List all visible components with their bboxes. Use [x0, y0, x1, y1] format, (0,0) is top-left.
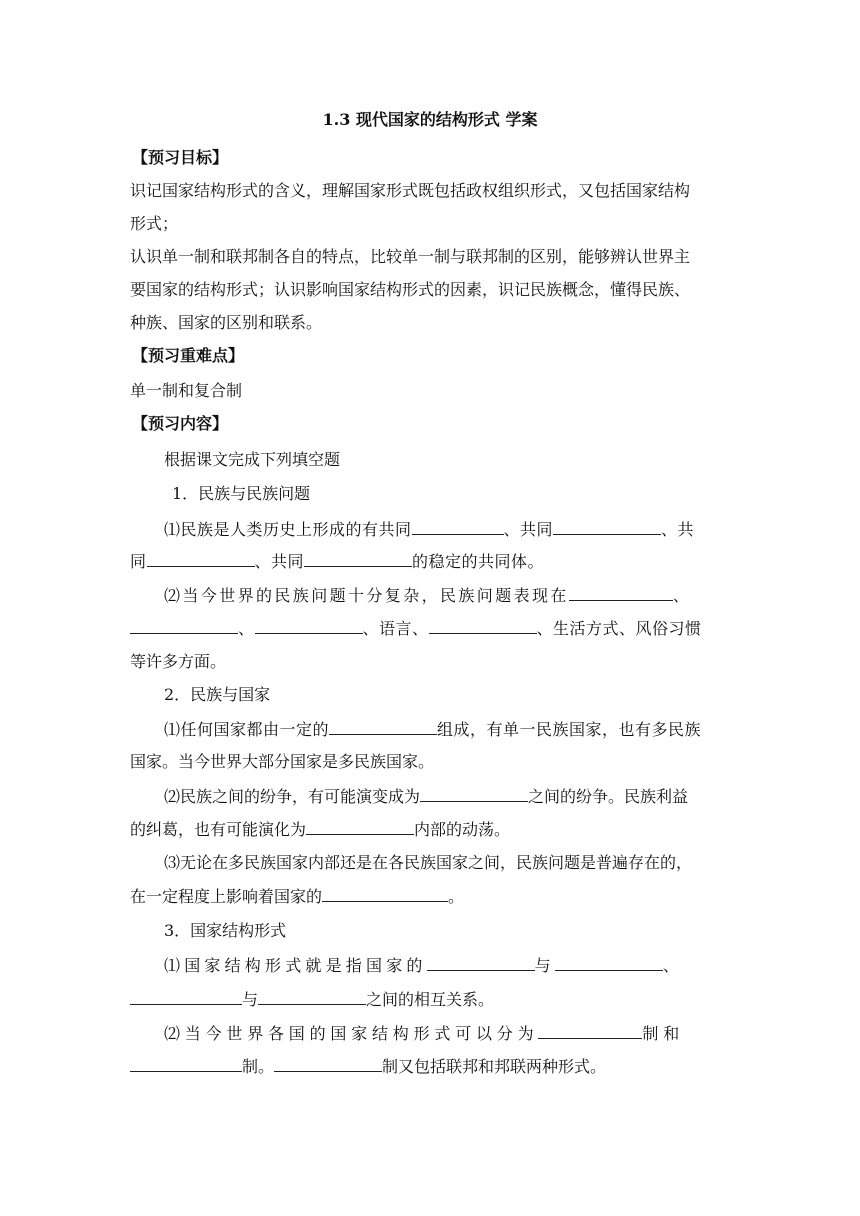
- s1-q1-text-c: 、共: [661, 520, 695, 539]
- blank-field[interactable]: [420, 786, 528, 802]
- blank-field[interactable]: [553, 519, 661, 535]
- s3-q1-line-1: [164, 955, 764, 976]
- s2-q3-text-c: 。: [448, 887, 465, 906]
- key-points-text: 单一制和复合制: [130, 381, 243, 400]
- blank-field[interactable]: [412, 519, 504, 535]
- s3-q2-line-2: [130, 1056, 730, 1077]
- s1-q1-line-2: [130, 551, 730, 572]
- blank-field[interactable]: [427, 955, 535, 971]
- blank-field[interactable]: [555, 955, 663, 971]
- s3-q2-text-a: ⑵当今世界各国的国家结构形式可以分为: [164, 1024, 539, 1043]
- s1-q2-text-d: 、语言、: [362, 619, 429, 638]
- s3-q1-text-e: 之间的相互关系。: [366, 990, 495, 1009]
- s2-q3-line-1: ⑶无论在多民族国家内部还是在各民族国家之间，民族问题是普遍存在的，: [164, 853, 693, 872]
- goals-line-3: 认识单一制和联邦制各自的特点，比较单一制与联邦制的区别，能够辨认世界主: [130, 247, 691, 266]
- s3-q1-text-b: 与: [534, 956, 555, 975]
- page-title: 1.3 现代国家的结构形式 学案: [322, 110, 538, 129]
- s1-q1-line-1: [164, 519, 764, 540]
- blank-field[interactable]: [429, 618, 537, 634]
- s3-q1-text-c: 、: [662, 956, 684, 975]
- s3-q1-line-2: [130, 989, 730, 1010]
- s1-q2-text-c: 、: [238, 619, 255, 638]
- blank-field[interactable]: [304, 551, 412, 567]
- content-heading: 【预习内容】: [132, 414, 229, 433]
- blank-field[interactable]: [147, 551, 255, 567]
- goals-line-4: 要国家的结构形式；认识影响国家结构形式的因素，识记民族概念，懂得民族、: [130, 280, 691, 299]
- goals-line-2: 形式；: [130, 214, 179, 233]
- s2-q1-text-b: 组成，有单一民族国家，也有多民族: [437, 720, 702, 739]
- section-3-heading: 3．国家结构形式: [164, 921, 287, 940]
- goals-heading: 【预习目标】: [132, 148, 229, 167]
- blank-field[interactable]: [130, 1056, 242, 1072]
- content-intro: 根据课文完成下列填空题: [164, 450, 341, 469]
- s2-q1-line-1: [164, 719, 764, 740]
- s1-q2-text-e: 、生活方式、风俗习惯: [536, 619, 702, 638]
- s1-q2-text-a: ⑵当今世界的民族问题十分复杂，民族问题表现在: [164, 586, 569, 605]
- s2-q2-text-c: 的纠葛，也有可能演化为: [130, 820, 307, 839]
- section-1-heading: 1．民族与民族问题: [172, 484, 311, 503]
- s1-q1-text-a: ⑴民族是人类历史上形成的有共同: [164, 520, 412, 539]
- s1-q1-text-e: 、共同: [254, 552, 305, 571]
- s1-q2-line-2: [130, 618, 730, 639]
- blank-field[interactable]: [255, 618, 363, 634]
- blank-field[interactable]: [258, 989, 366, 1005]
- s2-q1-line-2: 国家。当今世界大部分国家是多民族国家。: [130, 752, 435, 771]
- s3-q2-text-d: 制又包括联邦和邦联两种形式。: [382, 1057, 607, 1076]
- section-2-heading: 2．民族与国家: [164, 685, 271, 704]
- blank-field[interactable]: [569, 585, 673, 601]
- s3-q2-text-c: 制。: [242, 1057, 275, 1076]
- s2-q2-text-d: 内部的动荡。: [414, 820, 511, 839]
- blank-field[interactable]: [306, 819, 414, 835]
- s2-q1-text-a: ⑴任何国家都由一定的: [164, 720, 330, 739]
- blank-field[interactable]: [130, 989, 242, 1005]
- blank-field[interactable]: [274, 1056, 382, 1072]
- s3-q2-text-b: 制和: [642, 1024, 685, 1043]
- blank-field[interactable]: [329, 719, 437, 735]
- s3-q2-line-1: [164, 1023, 764, 1044]
- s2-q2-line-2: [130, 819, 730, 840]
- s1-q2-text-b: 、: [672, 586, 692, 605]
- key-points-heading: 【预习重难点】: [132, 346, 245, 365]
- s2-q2-text-a: ⑵民族之间的纷争，有可能演变成为: [164, 787, 421, 806]
- blank-field[interactable]: [130, 618, 238, 634]
- s2-q3-text-b: 在一定程度上影响着国家的: [130, 887, 323, 906]
- s1-q1-text-d: 同: [130, 552, 147, 571]
- s1-q2-line-1: [164, 585, 764, 606]
- s3-q1-text-d: 与: [242, 990, 259, 1009]
- blank-field[interactable]: [322, 886, 448, 902]
- s1-q1-text-b: 、共同: [503, 520, 554, 539]
- s2-q2-line-1: [164, 786, 764, 807]
- s2-q2-text-b: 之间的纷争。民族利益: [528, 787, 689, 806]
- goals-line-1: 识记国家结构形式的含义，理解国家形式既包括政权组织形式，又包括国家结构: [130, 181, 691, 200]
- blank-field[interactable]: [538, 1023, 642, 1039]
- s1-q2-line-3: 等许多方面。: [130, 652, 227, 671]
- s3-q1-text-a: ⑴国家结构形式就是指国家的: [164, 956, 427, 975]
- s1-q1-text-f: 的稳定的共同体。: [412, 552, 545, 571]
- s2-q3-line-2: [130, 886, 730, 907]
- goals-line-5: 种族、国家的区别和联系。: [130, 313, 323, 332]
